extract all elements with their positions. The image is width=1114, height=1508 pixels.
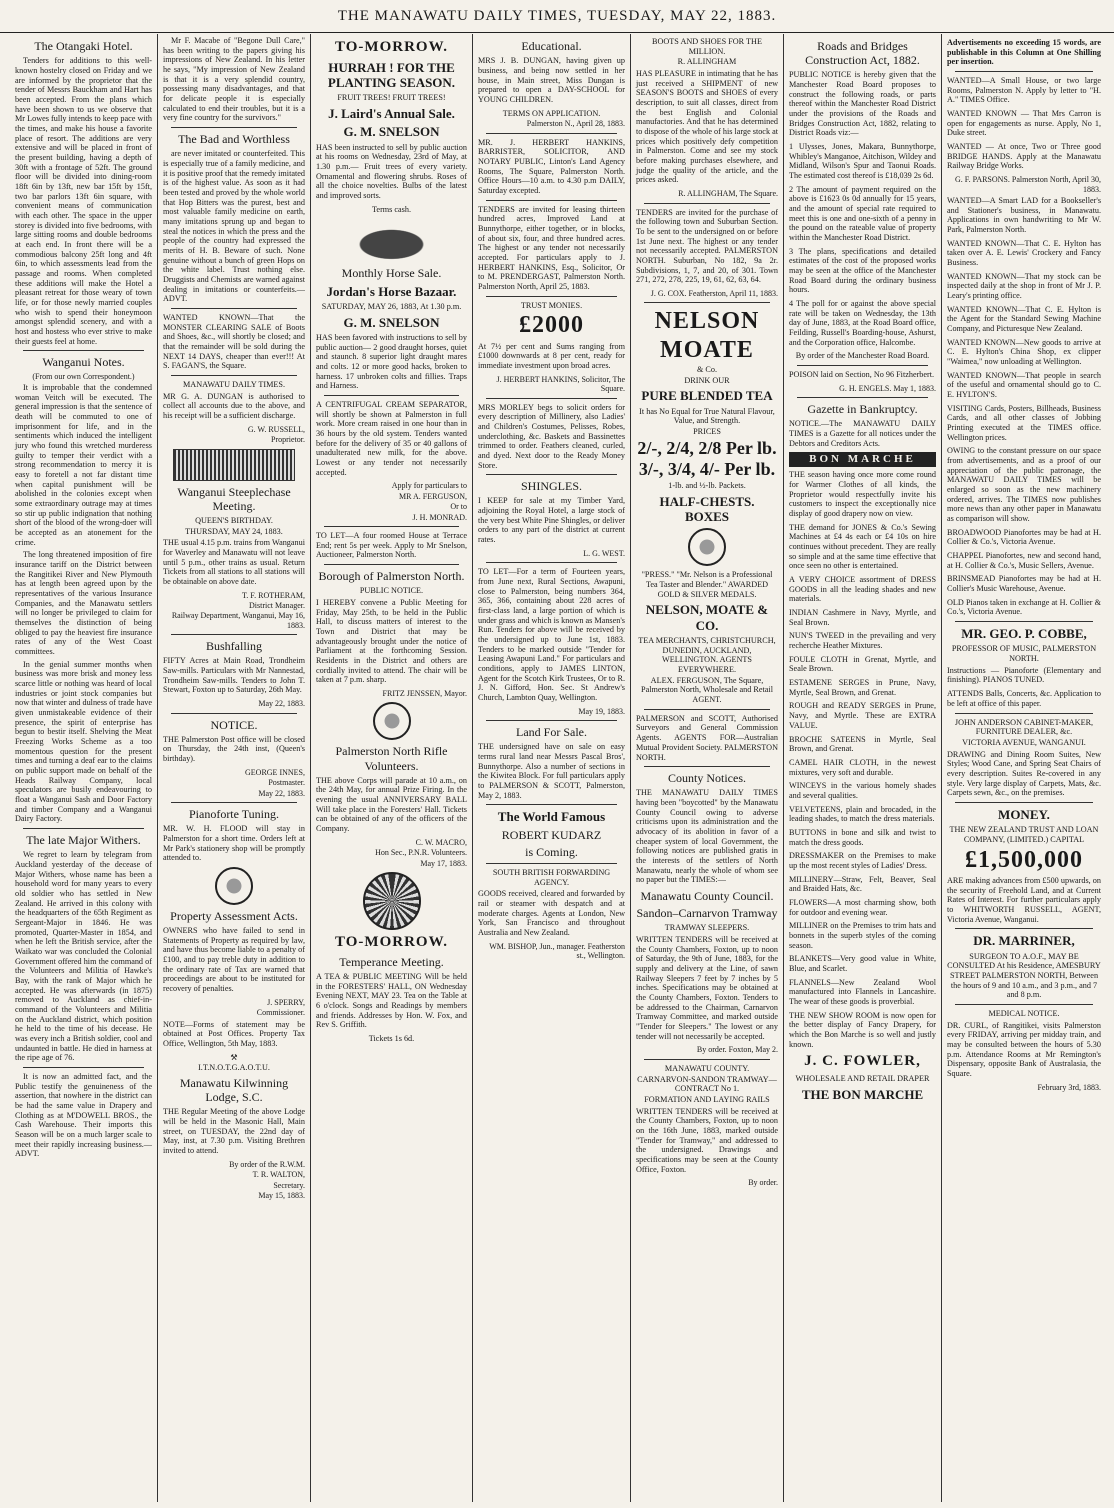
signature: MR A. FERGUSON, [398,491,467,501]
anderson-address: VICTORIA AVENUE, WANGANUI. [962,737,1086,747]
classifieds-header: Advertisements no exceeding 15 words, are publishable in this Column at One Shilling per insertion. [947,38,1101,67]
ad-item: FLANNELS—New Zealand Wool manufactured into Flannels in Lancashire. The wear of these goods is proverbial. [789,977,936,1006]
divider [486,398,617,399]
divider [797,365,928,366]
column-2 [158,34,311,1502]
company-suffix: & Co. [696,364,718,374]
signature: WM. BISHOP, Jun., manager. Featherston st., Wellington. [489,941,625,961]
ad-item: DRESSMAKER on the Premises to make up the most recent styles of Ladies' Dress. [789,851,936,870]
column-4 [473,34,631,1502]
fowler-trade: WHOLESALE AND RETAIL DRAPER [795,1074,930,1083]
classified-ad: WANTED KNOWN—That my stock can be inspected daily at the shop in front of Mr J. P. Leary's printing office. [947,271,1101,300]
signature: May 15, 1883. [258,1191,305,1200]
ad-gazette: NOTICE.—The MANAWATU DAILY TIMES is a Gazette for all notices under the Debtors and Creditors Acts. [789,419,936,448]
signature: FRITZ JENSSEN, Mayor. [382,688,467,698]
ad-poison: POISON laid on Section, No 96 Fitzherbert. [789,370,935,380]
divider [644,203,770,204]
headline-steeplechase: Wanganui Steeplechase Meeting. [177,484,291,513]
fowler-name: J. C. FOWLER, [804,1053,921,1070]
headline-laird-sale: J. Laird's Annual Sale. [328,106,455,122]
classified-ad: WANTED KNOWN—That people in search of the useful and ornamental should go to C. E. HYLTON'S. [947,370,1101,400]
masonic-symbol-icon: ⚒ [230,1052,238,1062]
subheading: SATURDAY, MAY 26, 1883, At 1.30 p.m. [321,301,462,311]
advertorial: It is now an admitted fact, and the Public testify the genuineness of the assertion, that nowhere in the district can be had the same value in Drapery and Clothing as at M'DOWELL BROS., the Cash Warehouse. Their imports this Season will be on a much larger scale to meet their rapidly increasing business.—ADVT. [15,1072,152,1159]
ad-cream-separator: A CENTRIFUGAL CREAM SEPARATOR, will shortly be shown at Palmerston in full work. More cream raised in one hour than in 36 hours by the old system. Tenders wanted before for the delivery of 35 or 40 gallons of unadulterated new milk, for the above. Lowest or any tender not necessarily accepted. [316,399,467,477]
divider [324,395,459,396]
signature: Secretary. [273,1180,305,1190]
ad-trains: THE usual 4.15 p.m. trains from Wanganui for Waverley and Manawatu will not leave until 5 p.m., other trains as usual. Return Tickets from all stations to all stations will be obtainable on above date. [163,538,305,586]
performer-name: ROBERT KUDARZ [501,827,602,842]
capital-amount: £1,500,000 [965,846,1083,873]
divider [955,1004,1093,1005]
ad-horses: HAS been favored with instructions to sell by public auction— 2 good draught horses, quiet and staunch. 8 superior light draught mares and colts. 12 or more good hacks, broken to harness. 17 unbroken colts and fillies. Traps and Harness. [316,332,467,391]
signature: By order. [748,1178,778,1188]
subheading: CARNARVON-SANDON TRAMWAY—CONTRACT No 1. [637,1074,777,1094]
column-1 [10,34,158,1502]
marriner-details: SURGEON TO A.O.F., MAY BE CONSULTED At his Residence, AMESBURY STREET PALMERSTON NORTH, Between the hours of 9 and 10 a.m., and 3 p.m., and 7 and 8 p.m. [947,951,1101,1000]
tea-merchants: TEA MERCHANTS, CHRISTCHURCH, DUNEDIN, AUCKLAND, WELLINGTON. AGENTS EVERYWHERE. [638,636,776,675]
headline-shingles: SHINGLES. [520,479,582,494]
ad-laird: HAS been instructed to sell by public auction at his rooms on Wednesday, 23rd of May, at 1.30 p.m.— Fruit trees of every variety. Ornamental and flowering shrubs. Roses of all the choice novelties. Bulbs of the latest and improved sorts. [316,142,467,201]
divider [486,804,617,805]
ad-roads: PUBLIC NOTICE is hereby given that the Manchester Road Board proposes to construct the following roads, or parts thereof within the Manchester Road District under the provisions of the Roads and Bridges Construction Act, 1882, relating to District Roads viz:— [789,70,936,138]
divider [644,766,770,767]
ad-boots: HAS PLEASURE in intimating that he has just received a SHIPMENT of new SEASON'S BOOTS and SHOES of every description, to suit all classes, direct from the best English and Colonial manufactories. And that he has determined to dispose of the whole of his large stock at prices which positively defy competition in Palmerston. Come and see my stock before making purchases elsewhere, and judge the quality of the article, and the prices asked. [636,69,778,185]
horse-illustration [334,218,449,262]
ad-to-let: TO LET—A four roomed House at Terrace End; rent 5s per week. Apply to Mr Snelson, Auctioneer, Palmerston North. [316,531,467,560]
classified-ad: CHAPPEL Pianofortes, new and second hand, at H. Collier & Co.'s, Music Sellers, Avenue. [947,551,1101,570]
column-3 [311,34,473,1502]
headline-wanganui-notes: Wanganui Notes. [42,355,125,370]
ad-item: INDIAN Cashmere in Navy, Myrtle, and Seal Brown. [789,608,936,627]
divider [486,562,617,563]
amount-2000: £2000 [519,312,584,339]
headline-horse-sale: Monthly Horse Sale. [341,266,442,281]
divider [797,397,928,398]
ad-property-note: NOTE—Forms of statement may be obtained at Post Offices. Property Tax Office, Wellington, 5th May, 1883. [163,1019,305,1048]
headline-planting: HURRAH ! FOR THE PLANTING SEASON. [327,59,456,91]
list-item: 3 The plans, specifications and detailed estimates of the cost of the proposed works may be seen at the office of the Manchester Road Board during the ordinary business hours. [789,246,936,295]
nelson-moate-logo: NELSON MOATE [654,308,760,363]
marriner-name: DR. MARRINER, [973,933,1075,949]
column-6 [784,34,942,1502]
ad-item: CAMEL HAIR CLOTH, in the newest mixtures, very soft and durable. [789,757,936,777]
headline-lodge: Manawatu Kilwinning Lodge, S.C. [179,1076,289,1105]
crest-icon [373,702,411,740]
headline-otangaki: The Otangaki Hotel. [34,39,133,53]
headline-notice: NOTICE. [210,717,258,732]
ad-bushfalling: FIFTY Acres at Main Road, Trondheim Saw-mills. Particulars with Mr Nannestad, Trondheim Saw-mills. Tenders to John T. Stewart, Foxton up to Saturday, 26th May. [163,656,305,695]
signature: T. F. ROTHERAM, [242,590,305,600]
ad-hankins: MR. J. HERBERT HANKINS, BARRISTER, SOLICITOR, AND NOTARY PUBLIC, Linton's Land Agency Rooms, The Square, Palmerston North. Office Hours—10 a.m. to 4.30 p.m DAILY, Saturday excepted. [478,137,625,195]
signature: February 3rd, 1883. [1037,1082,1101,1092]
ad-item: BUTTONS in bone and silk and twist to match the dress goods. [789,827,936,847]
temperance-seal-icon [363,872,421,930]
headline-rifle-volunteers: Palmerston North Rifle Volunteers. [335,744,448,773]
divider [171,713,297,714]
merchant-name: R. ALLINGHAM [677,57,737,67]
ad-tenders-lease: TENDERS are invited for leasing thirteen hundred acres, Improved Land at Bunnythorpe, either together, or in blocks, of about six, four, and three hundred acres. The highest or any tender not necessarily accepted. For particulars apply to J. HERBERT HANKINS, Esq., Solicitor, Or to M. PRENDERGAST, Palmerston North. Palmerston North, April 25, 1883. [478,204,625,292]
ad-item: A VERY CHOICE assortment of DRESS GOODS in all the leading shades and new materials. [789,575,936,604]
divider [23,828,144,829]
headline-tramway: Sandon–Carnarvon Tramway [636,906,778,921]
divider [486,133,617,134]
ad-volunteers: THE above Corps will parade at 10 a.m., on the 24th May, for annual Prize Firing. In the evening the usual ANNIVERSARY BALL Will take place in the Foresters' Hall. Tickets can be obtained of any of the officers of the Company. [316,775,467,834]
tea-prices-2: 3/-, 3/4, 4/- Per lb. [638,458,776,479]
ad-dungan: MR G. A. DUNGAN is authorised to collect all accounts due to the above, and his receipt will be a sufficient discharge. [163,391,305,420]
divider [171,127,297,128]
headline-roads-bridges: Roads and Bridges Construction Act, 1882. [805,39,920,68]
headline-educational: Educational. [521,39,582,53]
signature: G. W. RUSSELL, [247,424,305,434]
signature: L. G. WEST. [583,548,625,558]
half-chests: HALF-CHESTS. BOXES [659,493,755,525]
ad-awapuni: TO LET—For a term of Fourteen years, from June next, Rural Sections, Awapuni, close to Palmerston, being numbers 364, 365, 366, containing about 228 acres of first-class land, a large portion of which is under grass and which is known as Mansen's Run. Tenders for above will be received by the undersigned up to June 1st, 1883. Tenders to be marked outside "Tender for Leasing Awapuni Land." For particulars and conditions, apply to JAMES LINTON, Agent for the Scotch Kirk Trustees, Or to R. J. N. Gifford, Hon. Sec. St Andrew's Church, Lambton Quay, Wellington. [478,567,625,702]
signature: Palmerston N., April 28, 1883. [526,119,625,129]
signature: May 17, 1883. [420,858,467,868]
ad-item: THE demand for JONES & Co.'s Sewing Machines at £4 4s each or £4 10s on hire continues without precedent. They are really so simple and at the same time effective that once seen no other is entertained. [789,522,936,571]
classified-ad: OWING to the constant pressure on our space from advertisements, and as a proof of our appreciation of the public patronage, the MANAWATU DAILY TIMES will be enlarged so soon as the new machinery ordered, arrives. The TIMES now publishes more news than any other paper in Manawatu as comparison will show. [947,446,1101,524]
article-paragraph: are never imitated or counterfeited. This is especially true of a family medicine, and it is positive proof that the remedy imitated is of the highest value. As soon as it had been tested and proved by the whole world that Hop Bitters was the purest, best and most valuable family medicine on earth, many imitations sprung up and began to steal the notices in which the press and the people of the country had expressed the merits of H. B. Beware of such. None genuine without a bunch of green Hops on the white label. Trust nothing else. Druggists and Chemists are warned against dealing in imitations or counterfeits.—ADVT. [163,149,305,304]
classified-ad: ARE making advances from £500 upwards, on the security of Freehold Land, and at Current Rates of Interest. For further particulars apply to WHITWORTH RUSSELL, AGENT, Victoria Avenue, Wanganui. [947,875,1101,924]
divider [955,802,1093,803]
royal-crest-icon [215,867,253,905]
column-7 [942,34,1106,1502]
agent-ferguson: ALEX. FERGUSON, The Square, Palmerston North, Wholesale and Retail AGENT. [641,675,773,705]
classified-ad: VISITING Cards, Posters, Billheads, Business Cards, and all other classes of Jobbing Printing executed at the TIMES office. Wellington prices. [947,403,1101,442]
signature: Proprietor. [271,435,305,445]
divider [486,474,617,475]
ad-item: THE NEW SHOW ROOM is now open for the better display of Fancy Drapery, for which the Bon Marche is so well and justly known. [789,1010,936,1049]
medal-crest-icon [688,528,726,566]
money-heading: MONEY. [998,806,1050,822]
divider [955,928,1093,929]
signature: R. ALLINGHAM, The Square. [678,189,778,199]
medical-notice-heading: MEDICAL NOTICE. [988,1008,1060,1018]
headline-tomorrow-2: TO-MORROW. [335,934,448,950]
classified-ad: OLD Pianos taken in exchange at H. Collier & Co.'s, Victoria Avenue. [947,597,1101,617]
signature: J. G. COX. Featherston, April 11, 1883. [650,288,778,298]
signature: May 22, 1883. [258,788,305,798]
divider [486,720,617,721]
subheading: FRUIT TREES! FRUIT TREES! [337,93,446,103]
ad-trust: At 7½ per cent and Sums ranging from £1000 downwards at 8 per cent, ready for immediate investment upon broad acres. [478,341,625,371]
subheading: TRAMWAY SLEEPERS. [664,923,750,933]
bon-marche-footer: THE BON MARCHE [801,1086,924,1102]
ad-millinery: MRS MORLEY begs to solicit orders for every description of Millinery, also Ladies' and Children's Costumes, Pelisses, Robes, underclothing, &c. Baskets and Bassinettes trimmed to order. Feathers cleaned, curled, and dyed. Next door to the Ready Money Store. [478,402,625,470]
article-otangaki: Tenders for additions to this well-known hostelry closed on Friday and we are informed by the proprietor that the tender of Messrs Bauckham and Hart has been accepted. From the plans which have been shown to us we observe that Mr Lowes fully intends to keep pace with the times, and make his house a favorite place of resort. The additions are very extensive and will be placed in front of the present building, having a depth of 30ft with a frontage of 52ft. The ground floor will be divided into dining-room 18ft 6in by 13ft, new bar 15ft by 15ft, two bar parlors 13ft 6in square, with convenient means of communication with each other. The space in the upper storey is divided into five bedrooms, with large sitting rooms and double bedrooms at each end. In front there will be a commodious balcony 25ft long and 4ft 6in, to which assessments lead from the passage and rooms. When completed these additions will make the Hotel a pleasant retreat for those weary of town life, or for those newly married couples who wish to spend their honeymoon amongst splendid scenery, and with a host and hostess who ever strive to make their guests feel at home. [15,56,152,346]
cobbe-title: PROFESSOR OF MUSIC, PALMERSTON NORTH. [951,644,1097,664]
subheading: QUEEN'S BIRTHDAY. [195,515,273,525]
divider [324,526,459,527]
headline-piano-tuning: Pianoforte Tuning. [188,807,279,822]
headline-borough: Borough of Palmerston North. [318,569,465,584]
signature: District Manager. [249,601,305,610]
signature: By order of the Manchester Road Board. [795,351,930,361]
headline-tomorrow: TO-MORROW. [335,39,448,55]
signature: Railway Department, Wanganui, May 16, 1883. [171,611,305,630]
headline-bushfalling: Bushfalling [206,639,262,654]
ad-rails: WRITTEN TENDERS will be received at the County Chambers, Foxton, up to noon on the 16th June, 1883, marked outside "Tender for Tramway," and addressed to the undersigned. Drawings and specifications may be seen at the County Office, Foxton. [636,1106,778,1174]
column-5 [631,34,784,1502]
ad-property: OWNERS who have failed to send in Statements of Property as required by law, and have thus become liable to a penalty of £100, and to pay treble duty in addition to the ordinary rate of Tax are warned that proceedings are about to be instituted for recovery of penalties. [163,926,305,994]
ad-item: WINCEYS in the various homely shades and several qualities. [789,781,936,800]
trust-loan-company: THE NEW ZEALAND TRUST AND LOAN COMPANY, (LIMITED.) CAPITAL [949,825,1099,844]
steeplechase-illustration [173,449,295,481]
headline-world-famous: The World Famous [497,809,606,825]
classified-ad: WANTED KNOWN — That Mrs Carron is open for engagements as nurse. Apply, No 1, Duke street. [947,109,1101,138]
press-quote: "PRESS." "Mr. Nelson is a Professional Tea Taster and Blender." AWARDED GOLD & SILVER MEDALS. [641,570,773,599]
divider [486,863,617,864]
signature: J. H. MONRAD. [412,512,467,522]
article-paragraph: Mr F. Macabe of "Begone Dull Care," has been writing to the papers giving his impressions of New Zealand. In his letter he says, "My impression of New Zealand is that it is a very splendid country, possessing many disadvantages, and that for delicate people it is especially calculated to end their troubles, but it is a very fine country for the survivors." [163,36,305,123]
article-paragraph: The long threatened imposition of fire insurance tariff on the District between the Rangitikei River and New Plymouth has at length been agreed upon by the representatives of the various Insurance Companies, and the Manawatu settlers will no longer be privileged to claim for themselves the distinction of being obliged to pay the heaviest fire insurance rates of any of the West Coast committees. [15,550,152,657]
signature: G. F. PARSONS. Palmerston North, April 30, 1883. [955,175,1101,194]
signature: May 22, 1883. [258,699,305,709]
ad-item: ESTAMENE SERGES in Prune, Navy, Myrtle, Seal Brown, and Grenat. [789,678,936,697]
article-paragraph: We regret to learn by telegram from Auckland yesterday of the decease of Major Withers, whose name has been a household word for many years to every old soldier who has settled in New Zealand. He arrived in this colony with the headquarters of the 65th Regiment as Sergeant-Major in 1846. He was promoted, Quarter-Master in 1854, and when he left the British service, after the Waikato war was concluded the Colonial Government offered him the command of the Volunteers and Militia of Hawke's Bay, with the rank of Major which he accepted. He was afterwards (in 1875) removed to Auckland as chief-in-command of the Volunteers and Militia on the Auckland district, which position he held to the time of his decease. He was every inch a British soldier, cool and undaunted in battle. He died in harness at the ripe age of 76. [15,850,152,1063]
divider [955,71,1093,72]
ad-post-office: THE Palmerston Post office will be closed on Thursday, the 24th inst, (Queen's birthday). [163,734,305,764]
headline-property-assessment: Property Assessment Acts. [170,908,298,923]
ad-item: ROUGH and READY SERGES in Prune, Navy, and Myrtle. These are EXTRA VALUE. [789,701,936,730]
tea-prices-1: 2/-, 2/4, 2/8 Per lb. [637,437,777,458]
signature: May 19, 1883. [578,706,625,716]
article-paragraph: In the genial summer months when business was more brisk and money less scarce little or nothing was heard of local industries or joint stock companies but now that winter and dulness of trade have given unmistakeable evidence of their presence, the spirit of enterprise has begun to bestir itself. Shelving the Meat Freezing Works Scheme as a too momentous question for the present times and turning a deaf ear to the claims on public support made on behalf of the Heads Railway Company, local speculators are busily endeavouring to float a Wanganui Sash and Door Factory and timber Company and a Wanganui Dairy Factory. [15,659,152,824]
classified-ad: BRINSMEAD Pianofortes may be had at H. Collier's Music Warehouse, Avenue. [947,574,1101,594]
lodge-initials: I.T.N.O.T.G.A.O.T.U. [198,1063,270,1073]
divider [324,564,459,565]
ad-item: MILLINER on the Premises to trim hats and bonnets in the superb styles of the coming season. [789,921,936,950]
ad-item: NUN'S TWEED in the prevailing and very recherche Heather Mixtures. [789,631,936,651]
signature: GEORGE INNES, [245,767,305,777]
classified-ad: WANTED KNOWN—That C. E. Hylton is the Agent for the Standard Sewing Machine Company, and Picturesque New Zealand. [947,304,1101,333]
ad-land: THE undersigned have on sale on easy terms rural land near Messrs Pascal Bros', Bunnythorpe. Also a number of sections in the Kiwitea Block. For full particulars apply to PALMERSON & SCOTT, Palmerston, May 2, 1883. [478,742,625,800]
divider [955,621,1093,622]
masthead: THE MANAWATU DAILY TIMES, TUESDAY, MAY 22, 1883. [0,0,1114,33]
boots-heading: BOOTS AND SHOES FOR THE MILLION. [652,37,762,56]
subheading: MANAWATU COUNTY. [664,1063,750,1073]
prices-heading: PRICES [693,426,721,436]
divider [644,709,770,710]
signature: By order of the R.W.M. [229,1159,305,1169]
headline-land-sale: Land For Sale. [516,725,587,740]
signature: G. H. ENGELS. May 1, 1883. [839,383,936,393]
packets: 1-lb. and ½-lb. Packets. [668,481,746,491]
signature: Commissioner. [256,1008,305,1018]
ad-item: FOULE CLOTH in Grenat, Myrtle, and Seale Brown. [789,654,936,674]
ad-item: BLANKETS—Very good value in White, Blue, and Scarlet. [789,954,936,973]
auctioneer-name: G. M. SNELSON [343,124,440,140]
headline-county-council: Manawatu County Council. [640,889,774,904]
list-item: 4 The poll for or against the above special rate will be taken on Wednesday, the 13th day of June, 1883, at the Road Board office, Feilding, Russell's Boarding-house, Ashurst, and the Corporation office, Halcombe. [789,299,936,347]
divider [955,713,1093,714]
ad-temperance: A TEA & PUBLIC MEETING Will be held in the FORESTERS' HALL, ON Wednesday Evening NEXT, MAY 23. Tea on the Table at 6 o'clock. Songs and Readings by members and friends. Addresses by Hon. W. Fox, and Rev S. Griffith. [316,971,467,1030]
signature: Postmaster. [268,778,305,788]
subheading: TERMS ON APPLICATION. [502,108,601,118]
divider [23,1067,144,1068]
columns [10,34,1106,1502]
classified-ad: WANTED — At once, Two or Three good BRIDGE HANDS. Apply at the Manawatu Railway Bridge Works. [947,142,1101,171]
signature: Apply for particulars to [391,481,467,491]
auctioneer-name: G. M. SNELSON [343,314,440,330]
ad-item: MILLINERY—Straw, Felt, Beaver, Seal and Braided Hats, &c. [789,874,936,894]
subheading: THURSDAY, MAY 24, 1883. [185,526,283,536]
ad-sleepers: WRITTEN TENDERS will be received at the County Chambers, Foxton, up to noon of Saturday, the 9th of June, 1883, for the supply and delivery at the Line, of sawn Railway Sleepers 7 feet by 7 inches by 5 inches. Specifications may be obtained at the County Chambers, Foxton. Tenders to be addressed to the Chairman, Carnarvon Tramway Committee, and marked outside "Tender for Sleepers." The lowest or any tender will not necessarily be accepted. [636,935,778,1041]
classified-ad: WANTED KNOWN—New goods to arrive at C. E. Hylton's China Shop, ex clipper "Waimea," now unloading at Wellington. [947,337,1101,367]
ad-wanted-known: WANTED KNOWN—That the MONSTER CLEARING SALE of Boots and Shoes, &c., will shortly be closed; and that the remainder will be sold during the NEXT 14 DAYS, cheaper than ever!!! At S. FAGAN'S, the Square. [163,312,305,371]
divider [23,350,144,351]
nelson-moate-name: NELSON, MOATE & CO. [645,602,769,633]
classified-ad: Instructions — Pianoforte (Elementary and finishing). PIANOS TUNED. [947,665,1101,685]
list-item: 2 The amount of payment required on the above is £1623 0s 0d annually for 15 years, and the amount of special rate required to meet this is one and one-sixth of a penny in the pound on the rateable value of property within the Manchester Road District. [789,184,936,243]
correspondent-note: (From our own Correspondent.) [32,372,135,382]
ad-tenders-sections: TENDERS are invited for the purchase of the following town and Suburban Section. To be sent to the undersigned on or before 1st June next. The highest or any tender not necessarily accepted. PALMERSTON NORTH. Suburban, No 182, 9a 2r. Subdivisions, 1, 7, and 20, of 301. Town 271, 272, 278, 225, 19, 61, 62, 63, 64. [636,207,778,285]
classified-ad: WANTED—A Small House, or two large Rooms, Palmerston N. Apply by letter to "H. A." TIMES Office. [947,76,1101,105]
signature: J. SPERRY, [267,997,305,1007]
headline-jordans: Jordan's Horse Bazaar. [326,283,457,299]
agency-heading: SOUTH BRITISH FORWARDING AGENCY. [492,867,611,887]
ad-item: THE season having once more come round for Warmer Clothes of all kinds, the Proprietor would respectfully invite his customers to inspect the exceptionally nice display of good drapery now on view. [789,470,936,519]
anderson-name: JOHN ANDERSON CABINET-MAKER, FURNITURE DEALER, &c. [954,717,1094,737]
ad-item: VELVETEENS, plain and brocaded, in the leading shades, to match the dress materials. [789,804,936,824]
signature: Hon Sec., P.N.R. Volunteers. [375,848,467,858]
ad-item: FLOWERS—A most charming show, both for outdoor and evening wear. [789,897,936,917]
classified-ad: WANTED—A Smart LAD for a Bookseller's and Stationer's business, in Manawatu. Applications in own handwriting to Mr W. Park, Palmerston North. [947,195,1101,234]
headline-bankruptcy: Gazette in Bankruptcy. [807,402,918,417]
classified-ad: DR. CURL, of Rangitikei, visits Palmerston every FRIDAY, arriving per midday train, and may be consulted between the hours of 5.30 p.m. Attendance Rooms at Mr Remington's Dispensary, opposite Bank of Australasia, the Square. [947,1020,1101,1078]
divider [486,296,617,297]
subheading: PUBLIC NOTICE. [359,586,424,596]
headline-county-notices: County Notices. [668,771,746,786]
ad-forwarding: GOODS received, cleared and forwarded by rail or steamer with despatch and at moderate charges. Agents at London, New York, San Francisco and throughout Australia and New Zealand. [478,889,625,937]
signature: J. HERBERT HANKINS, Solicitor, The Square. [496,374,625,394]
signature: T. R. WALTON, [252,1170,305,1180]
ad-boycott: THE MANAWATU DAILY TIMES having been "boycotted" by the Manawatu County Council owing to adverse criticisms upon its administration and the advocacy of its abolition in favor of a cheaper system of local Government, the following notices are published gratis in the interests of the settlers of North Manawatu, nearly the whole of whom see no paper but the TIMES:— [636,788,778,885]
tea-tagline: It has No Equal for True Natural Flavour, Value, and Strength. [639,406,775,426]
ad-piano: MR. W. H. FLOOD will stay in Palmerston for a short time. Orders left at Mr Park's stationery shop will be promptly attended to. [163,824,305,863]
ad-palmerson-scott: PALMERSON and SCOTT, Authorised Surveyors and General Commission Agents. AGENTS FOR—Australian Mutual Provident Society. PALMERSTON NORTH. [636,713,778,762]
bon-marche-banner: BON MARCHE [789,452,936,467]
divider [171,634,297,635]
ad-lodge: THE Regular Meeting of the above Lodge will be held in the Masonic Hall, Main street, on TUESDAY, the 22nd day of May, inst, at 7.30 p.m. Visiting Brethren invited to attend. [163,1107,305,1156]
tickets: Tickets 1s 6d. [368,1033,415,1043]
signature: By order. Foxton, May 2. [696,1045,778,1055]
ad-item: BROCHE SATEENS in Myrtle, Seal Brown, and Grenat. [789,734,936,754]
classified-ad: DRAWING and Dining Room Suites, New Styles; Wood Cane, and Spring Seat Chairs of every description. Suites Re-covered in any style. Very large display of Carpets, Mats, &c. Carpets sewn, &c., on the premises. [947,749,1101,798]
divider [171,375,297,376]
classified-ad: ATTENDS Balls, Concerts, &c. Application to be left at office of this paper. [947,689,1101,708]
ad-school: MRS J. B. DUNGAN, having given up business, and being now settled in her house, in Main street, Miss Dungan is prepared to open a DAY-SCHOOL for YOUNG CHILDREN. [478,56,625,104]
terms: Terms cash. [372,204,411,214]
pure-blended-tea: PURE BLENDED TEA [641,388,773,404]
divider [486,200,617,201]
list-item: 1 Ulysses, Jones, Makara, Bunnythorpe, Whibley's Manganoe, Aitchison, Wildey and Midland, Wilson's Spur and Taonui Roads. The estimated cost thereof is £18,039 2s 6d. [789,142,936,181]
ad-public-meeting: I HEREBY convene a Public Meeting for Friday, May 25th, to be held in the Public Hall, to discuss matters of interest to the Town and District that may be advantageously brought under the notice of Parliament at the forthcoming Session. Residents in the District and others are cordially invited to attend. The chair will be taken at 7 p.m. sharp. [316,597,467,685]
article-paragraph: It is improbable that the condemned woman Veitch will be executed. The general impression is that the sentence of death will be commuted to one of imprisonment for life, and in the sentiments which induced the intelligent jury who found this wretched murderess guilty to temper their verdict with a strong recommendation to mercy it is easy to foretell a not far distant time when capital punishment will be abolished in the colonies except when some extraordinary outrage may at times so stir up public indignation that nothing short of the blood of the wrong-doer will be accepted as an atonement for the crime. [15,382,152,547]
headline-coming: is Coming. [525,844,578,859]
ad-shingles: I KEEP for sale at my Timber Yard, adjoining the Royal Hotel, a large stock of the very best White Pine Shingles, or deliver orders to any part of the district at current rates. [478,496,625,545]
headline-bad-worthless: The Bad and Worthless [178,132,290,147]
headline-temperance: Temperance Meeting. [339,954,444,969]
divider [171,802,297,803]
classified-ad: BROADWOOD Pianofortes may be had at H. Collier & Co.'s, Victoria Avenue. [947,527,1101,547]
notice-heading: MANAWATU DAILY TIMES. [183,379,285,389]
drink-our: DRINK OUR [684,375,730,385]
headline-major-withers: The late Major Withers. [26,833,141,848]
trust-monies-heading: TRUST MONIES. [520,300,583,310]
divider [644,1059,770,1060]
divider [171,308,297,309]
subheading: FORMATION AND LAYING RAILS [644,1094,770,1104]
divider [644,302,770,303]
classified-ad: WANTED KNOWN—That C. E. Hylton has taken over A. E. Lewis' Crockery and Fancy Business. [947,238,1101,267]
signature: C. W. MACRO, [415,837,467,847]
signature: Or to [450,502,467,512]
cobbe-name: MR. GEO. P. COBBE, [961,626,1087,642]
